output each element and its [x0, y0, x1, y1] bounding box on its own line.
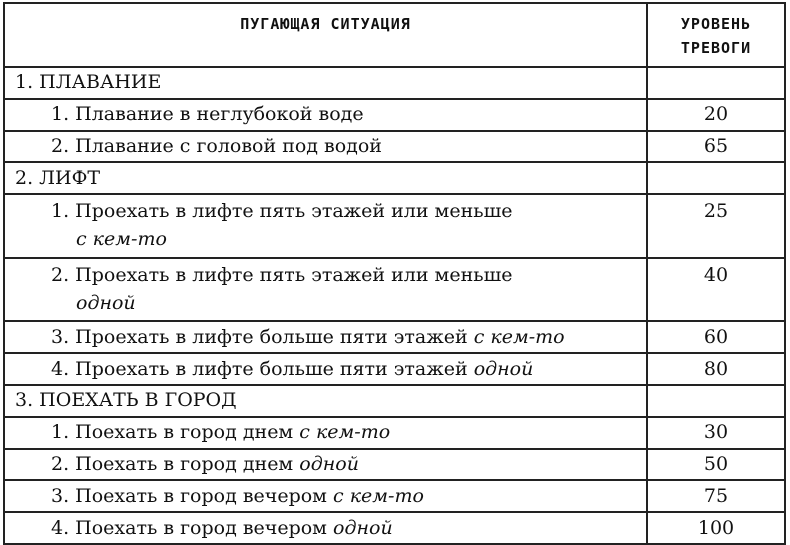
anxiety-level-cell: 80 [647, 353, 785, 385]
table-row [4, 417, 785, 449]
situation-cell [4, 194, 647, 258]
item-text: 2. Проехать в лифте пять этажей или меньше [51, 263, 513, 286]
item-qualifier: с кем-то [76, 228, 167, 251]
group-title: 1. ПЛАВАНИЕ [4, 67, 647, 99]
item-text: 1. Проехать в лифте пять этажей или меньше [51, 200, 513, 223]
item-text: 4. Проехать в лифте больше пяти этажей [51, 357, 468, 380]
situation-cell [4, 512, 647, 544]
anxiety-level-cell: 60 [647, 321, 785, 353]
table-header-row [4, 3, 785, 67]
situation-cell [4, 258, 647, 322]
situation-column-header: ПУГАЮЩАЯ СИТУАЦИЯ [4, 3, 647, 67]
anxiety-level-cell: 65 [647, 131, 785, 163]
situation-cell [4, 449, 647, 481]
table-row [4, 321, 785, 353]
situation-cell [4, 353, 647, 385]
item-qualifier: одной [299, 452, 359, 475]
item-text: 4. Поехать в город вечером [51, 516, 327, 539]
item-qualifier: с кем-то [333, 484, 424, 507]
item-text: 3. Поехать в город вечером [51, 484, 327, 507]
anxiety-level-cell: 50 [647, 449, 785, 481]
empty-value-cell [647, 162, 785, 194]
item-qualifier: одной [333, 516, 393, 539]
level-column-header: УРОВЕНЬ ТРЕВОГИ [647, 3, 785, 67]
anxiety-level-cell: 30 [647, 417, 785, 449]
item-qualifier: с кем-то [473, 325, 565, 348]
table-row [4, 258, 785, 322]
item-text: 1. Поехать в город днем [51, 421, 294, 444]
anxiety-level-cell: 20 [647, 99, 785, 131]
anxiety-level-cell: 40 [647, 258, 785, 322]
situation-cell [4, 99, 647, 131]
item-text: 2. Поехать в город днем [51, 452, 294, 475]
group-row [4, 162, 785, 194]
situation-cell [4, 480, 647, 512]
table-row [4, 194, 785, 258]
table-row [4, 512, 785, 544]
table-body [4, 67, 785, 544]
group-title: 3. ПОЕХАТЬ В ГОРОД [4, 385, 647, 417]
table-row [4, 480, 785, 512]
item-text: 1. Плавание в неглубокой воде [51, 103, 364, 126]
group-row [4, 385, 785, 417]
anxiety-level-cell: 25 [647, 194, 785, 258]
anxiety-level-cell: 75 [647, 480, 785, 512]
table-row [4, 353, 785, 385]
item-qualifier: с кем-то [299, 421, 391, 444]
item-text: 3. Проехать в лифте больше пяти этажей [51, 325, 468, 348]
empty-value-cell [647, 67, 785, 99]
situation-cell [4, 321, 647, 353]
item-qualifier: одной [76, 291, 136, 314]
anxiety-hierarchy-table [3, 2, 786, 545]
table-row [4, 131, 785, 163]
item-qualifier: одной [473, 357, 534, 380]
table-row [4, 99, 785, 131]
situation-cell [4, 131, 647, 163]
group-title: 2. ЛИФТ [4, 162, 647, 194]
group-row [4, 67, 785, 99]
anxiety-level-cell: 100 [647, 512, 785, 544]
empty-value-cell [647, 385, 785, 417]
table-row [4, 449, 785, 481]
situation-cell [4, 417, 647, 449]
item-text: 2. Плавание с головой под водой [51, 134, 382, 157]
